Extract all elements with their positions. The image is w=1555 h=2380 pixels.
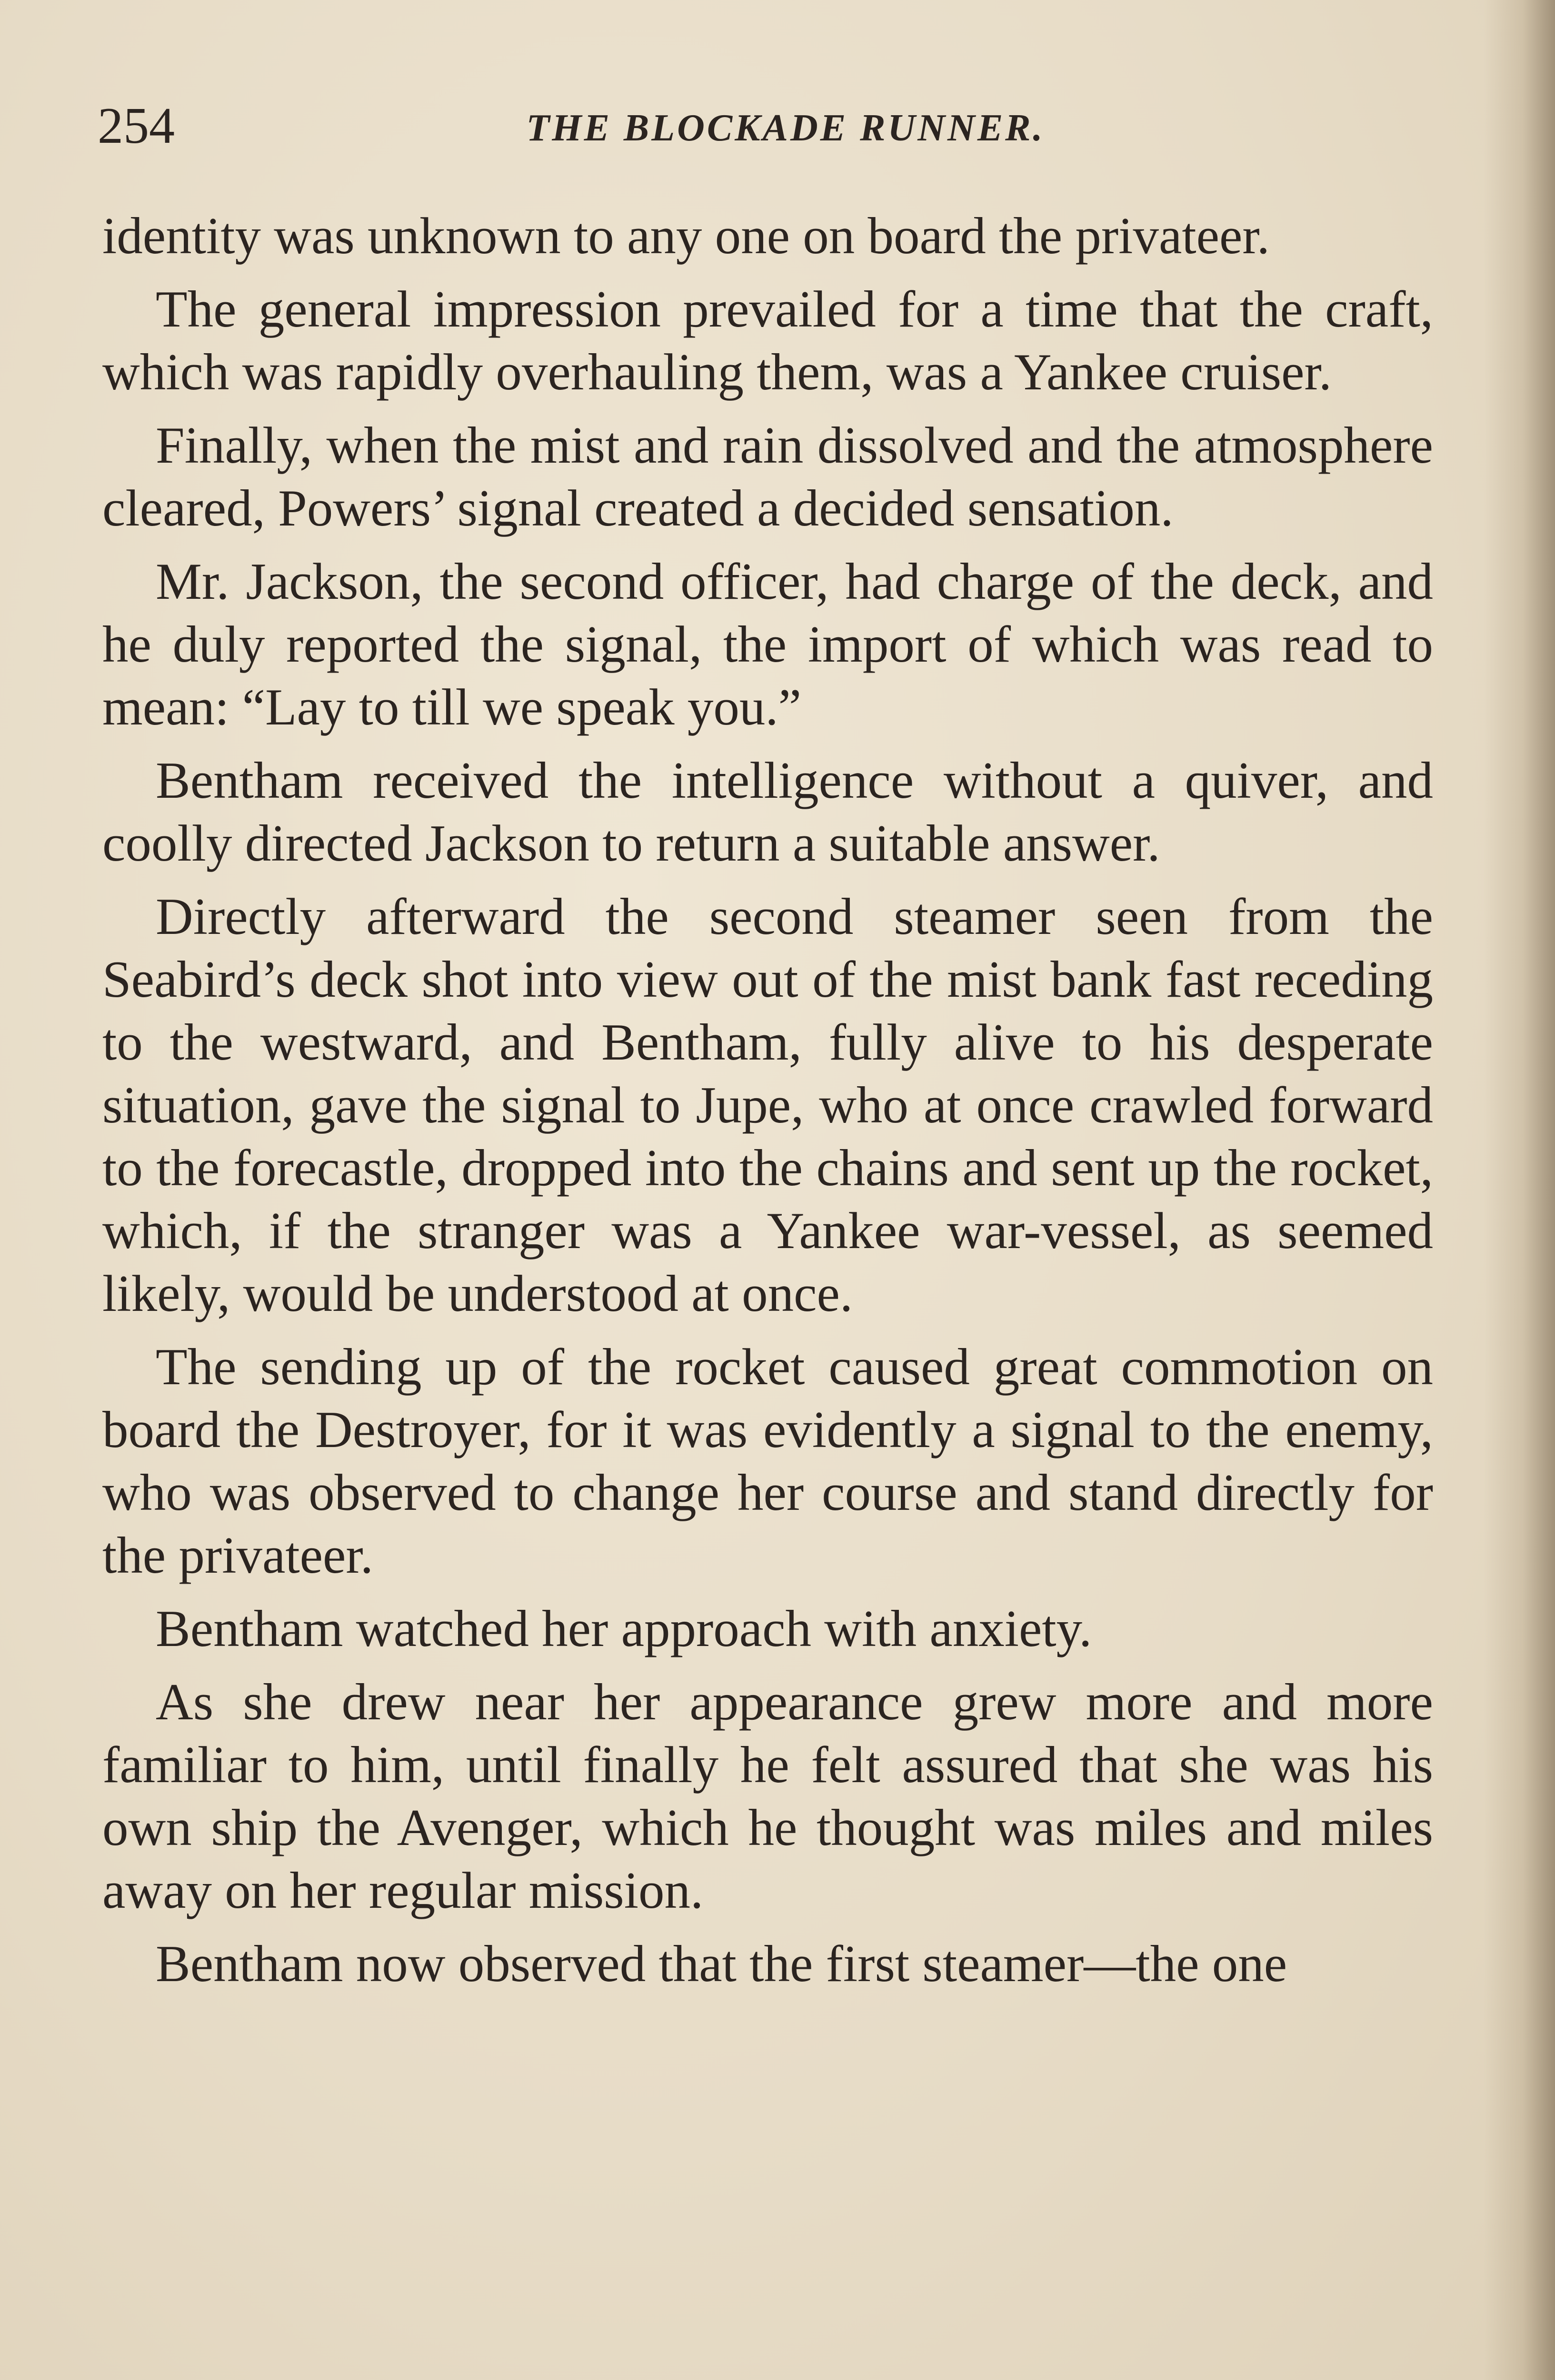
paragraph: As she drew near her appearance grew more and more familiar to him, until finally he felt assured that she was his own ship the Avenger, which he thought was miles and miles away on her regular mission. bbox=[102, 1673, 1433, 1919]
page-number: 254 bbox=[98, 98, 175, 154]
paragraph: Directly afterward the second steamer seen from the Seabird’s deck shot into view out of the mist bank fast receding to the westward, and Bentham, fully alive to his desperate situation, gave the signal to Jupe, who at once crawled forward to the forecastle, dropped into the chains and sent up the rocket, which, if the stranger was a Yankee war-vessel, as seemed likely, would be understood at once. bbox=[102, 888, 1433, 1322]
paragraph: Mr. Jackson, the second officer, had charge of the deck, and he duly reported the signal, the import of which was read to mean: “Lay to till we speak you.” bbox=[102, 553, 1433, 736]
running-head: THE BLOCKADE RUNNER. bbox=[526, 107, 1045, 149]
paragraph: Bentham now observed that the first steamer—the one bbox=[156, 1935, 1287, 1993]
paragraph: identity was unknown to any one on board the privateer. bbox=[102, 207, 1270, 265]
paragraph: The general impression prevailed for a time that the craft, which was rapidly overhauling them, was a Yankee cruiser. bbox=[102, 280, 1433, 401]
page-header bbox=[98, 95, 1435, 157]
paragraph: Bentham watched her approach with anxiety. bbox=[156, 1600, 1092, 1657]
body-text bbox=[102, 205, 1433, 2006]
paragraph: Bentham received the intelligence without a quiver, and coolly directed Jackson to return a suitable answer. bbox=[102, 752, 1433, 872]
paragraph: The sending up of the rocket caused great commotion on board the Destroyer, for it was evidently a signal to the enemy, who was observed to change her course and stand directly for the privateer. bbox=[102, 1338, 1433, 1584]
paragraph: Finally, when the mist and rain dissolved and the atmosphere cleared, Powers’ signal created a decided sensation. bbox=[102, 416, 1433, 537]
